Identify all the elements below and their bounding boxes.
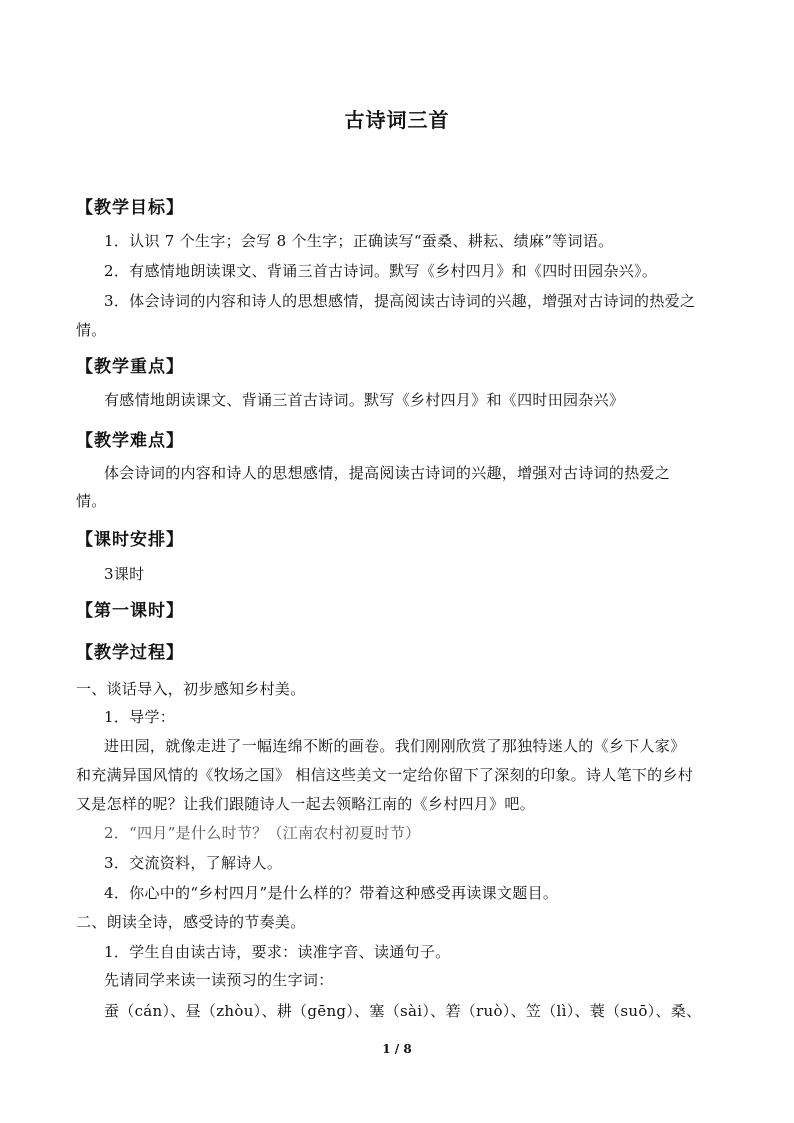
goal-item: 3．体会诗词的内容和诗人的思想感情，提高阅读古诗词的兴趣，增强对古诗词的热爱之 <box>104 292 696 310</box>
key-points-text: 有感情地朗读课文、背诵三首古诗词。默写《乡村四月》和《四时田园杂兴》 <box>104 391 625 409</box>
pinyin-vocab-line: 蚕（cán）、昼（zhòu）、耕（gēng）、塞（sài）、箬（ruò）、笠（lì）、蓑（suō）、桑、 <box>104 1002 702 1020</box>
difficulties-text-continuation: 情。 <box>76 492 107 510</box>
goal-item: 2．有感情地朗读课文、背诵三首古诗词。默写《乡村四月》和《四时田园杂兴》。 <box>104 262 658 280</box>
process-step: 2．“四月”是什么时节？（江南农村初夏时节） <box>104 824 421 842</box>
intro-paragraph-line: 进田园，就像走进了一幅连绵不断的画卷。我们刚刚欣赏了那独特迷人的《乡下人家》 <box>104 737 686 755</box>
page-number: 1 / 8 <box>382 1042 412 1056</box>
section-heading-key-points: 【教学重点】 <box>76 357 184 377</box>
intro-paragraph-line: 又是怎样的呢？让我们跟随诗人一起去领略江南的《乡村四月》吧。 <box>76 795 536 813</box>
process-part1-heading: 一、谈话导入，初步感知乡村美。 <box>76 680 306 698</box>
section-heading-process: 【教学过程】 <box>76 643 184 663</box>
intro-paragraph-line: 和充满异国风情的《牧场之国》 相信这些美文一定给你留下了深刻的印象。诗人笔下的乡村 <box>76 766 694 784</box>
process-step: 1．导学： <box>104 708 176 726</box>
page-title: 古诗词三首 <box>344 108 450 132</box>
section-heading-difficulties: 【教学难点】 <box>76 431 184 451</box>
process-step: 4．你心中的“乡村四月”是什么样的？带着这种感受再读课文题目。 <box>104 884 559 902</box>
difficulties-text: 体会诗词的内容和诗人的思想感情，提高阅读古诗词的兴趣，增强对古诗词的热爱之 <box>104 464 671 482</box>
goal-item-continuation: 情。 <box>76 321 107 339</box>
section-heading-lesson1: 【第一课时】 <box>76 601 184 621</box>
preview-text: 先请同学来读一读预习的生字词： <box>104 971 334 989</box>
section-heading-goals: 【教学目标】 <box>76 198 184 218</box>
process-step: 1．学生自由读古诗，要求：读准字音、读通句子。 <box>104 943 451 961</box>
section-heading-schedule: 【课时安排】 <box>76 530 184 550</box>
schedule-text: 3课时 <box>104 565 145 583</box>
process-part2-heading: 二、朗读全诗，感受诗的节奏美。 <box>76 913 306 931</box>
process-step: 3．交流资料，了解诗人。 <box>104 854 283 872</box>
goal-item: 1．认识 7 个生字；会写 8 个生字；正确读写“蚕桑、耕耘、绩麻”等词语。 <box>104 232 614 250</box>
